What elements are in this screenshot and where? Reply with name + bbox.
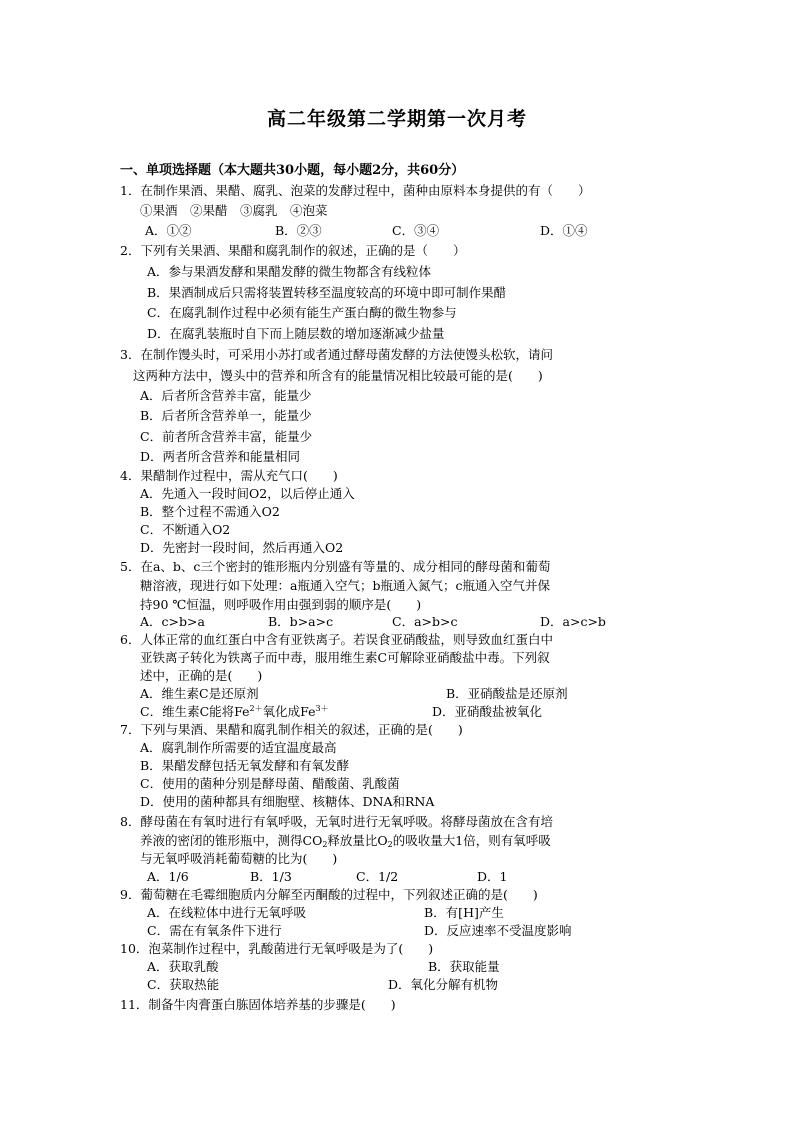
question-1-items: ①果酒 ②果醋 ③腐乳 ④泡菜 (140, 203, 328, 218)
question-4-option-a: A．先通入一段时间O2，以后停止通入 (140, 486, 355, 501)
question-8-option-b: B．1/3 (250, 869, 292, 884)
question-4-option-d: D．先密封一段时间，然后再通入O2 (140, 540, 344, 555)
question-9-stem: 9．葡萄糖在毛霉细胞质内分解至丙酮酸的过程中，下列叙述正确的是( ) (120, 887, 538, 902)
question-6-stem-line3: 述中，正确的是( ) (140, 668, 263, 683)
question-1-option-b: B．②③ (275, 223, 322, 238)
question-7-option-c: C．使用的菌种分别是酵母菌、醋酸菌、乳酸菌 (140, 776, 400, 791)
question-1-stem: 1．在制作果酒、果醋、腐乳、泡菜的发酵过程中，菌种由原料本身提供的有（ ） (120, 183, 591, 198)
question-3-option-b: B．后者所含营养单一，能量少 (140, 408, 312, 423)
question-10-option-a: A．获取乳酸 (147, 959, 219, 974)
question-9-option-b: B．有[H]产生 (424, 905, 504, 920)
question-10-option-d: D．氧化分解有机物 (388, 977, 499, 992)
question-5-stem-line3: 持90 ℃恒温，则呼吸作用由强到弱的顺序是( ) (140, 597, 422, 612)
question-11-stem: 11．制备牛肉膏蛋白胨固体培养基的步骤是( ) (120, 997, 396, 1012)
question-6-stem-line1: 6．人体正常的血红蛋白中含有亚铁离子。若误食亚硝酸盐，则导致血红蛋白中 (120, 632, 553, 647)
question-6-stem-line2: 亚铁离子转化为铁离子而中毒，服用维生素C可解除亚硝酸盐中毒。下列叙 (140, 650, 550, 665)
question-2-option-d: D．在腐乳装瓶时自下而上随层数的增加逐渐减少盐量 (147, 326, 445, 341)
question-7-option-a: A．腐乳制作所需要的适宜温度最高 (140, 740, 337, 755)
question-4-stem: 4．果醋制作过程中，需从充气口( ) (120, 468, 338, 483)
question-5-stem-line2: 糖溶液，现进行如下处理：a瓶通入空气；b瓶通入氮气；c瓶通入空气并保 (140, 578, 550, 593)
question-5-option-c: C．a>b>c (392, 614, 458, 629)
question-8-stem-line1: 8．酵母菌在有氧时进行有氧呼吸，无氧时进行无氧呼吸。将酵母菌放在含有培 (120, 814, 553, 829)
question-3-option-c: C．前者所含营养丰富，能量少 (140, 429, 313, 444)
question-6-option-b: B．亚硝酸盐是还原剂 (446, 686, 568, 701)
question-8-option-c: C．1/2 (356, 869, 399, 884)
question-2-option-b: B．果酒制成后只需将装置转移至温度较高的环境中即可制作果醋 (147, 285, 507, 300)
question-10-option-b: B．获取能量 (428, 959, 500, 974)
question-6-option-a: A．维生素C是还原剂 (140, 686, 259, 701)
exam-title: 高二年级第二学期第一次月考 (266, 108, 527, 130)
question-1-option-d: D．①④ (540, 223, 588, 238)
question-2-option-a: A．参与果酒发酵和果醋发酵的微生物都含有线粒体 (147, 264, 432, 279)
question-5-option-d: D．a>c>b (540, 614, 606, 629)
question-5-option-a: A．c>b>a (140, 614, 205, 629)
question-10-option-c: C．获取热能 (147, 977, 220, 992)
question-7-option-b: B．果醋发酵包括无氧发酵和有氧发酵 (140, 758, 350, 773)
question-10-stem: 10．泡菜制作过程中，乳酸菌进行无氧呼吸是为了( ) (120, 941, 434, 956)
question-2-stem: 2．下列有关果酒、果醋和腐乳制作的叙述，正确的是（ ） (120, 243, 466, 258)
question-5-stem-line1: 5．在a、b、c三个密封的锥形瓶内分别盛有等量的、成分相同的酵母菌和葡萄 (120, 559, 551, 574)
question-7-option-d: D．使用的菌种都具有细胞壁、核糖体、DNA和RNA (140, 794, 435, 809)
question-4-option-c: C．不断通入O2 (140, 522, 231, 537)
question-8-stem-line3: 与无氧呼吸消耗葡萄糖的比为( ) (140, 851, 338, 866)
question-3-stem-line1: 3．在制作馒头时，可采用小苏打或者通过酵母菌发酵的方法使馒头松软，请问 (120, 347, 553, 362)
question-3-stem-line2: 这两种方法中，馒头中的营养和所含有的能量情况相比较最可能的是( ) (133, 368, 543, 383)
question-3-option-a: A．后者所含营养丰富，能量少 (140, 388, 312, 403)
question-4-option-b: B．整个过程不需通入O2 (140, 504, 280, 519)
question-9-option-a: A．在线粒体中进行无氧呼吸 (147, 905, 307, 920)
question-1-option-c: C．③④ (392, 223, 440, 238)
question-6-option-c: C．维生素C能将$Fe^{2+}$氧化成$Fe^{3+}$ (140, 704, 329, 719)
question-8-stem-line2: 养液的密闭的锥形瓶中，测得$CO_2$释放量比$O_2$的吸收量大1倍，则有氧呼吸 (140, 833, 551, 849)
question-5-option-b: B．b>a>c (268, 614, 334, 629)
question-8-option-d: D．1 (477, 869, 508, 884)
question-7-stem: 7．下列与果酒、果醋和腐乳制作相关的叙述，正确的是( ) (120, 722, 463, 737)
question-2-option-c: C．在腐乳制作过程中必须有能生产蛋白酶的微生物参与 (147, 305, 457, 320)
question-9-option-c: C．需在有氧条件下进行 (147, 923, 282, 938)
question-1-option-a: A．①② (145, 223, 192, 238)
question-9-option-d: D．反应速率不受温度影响 (424, 923, 572, 938)
question-8-option-a: A．1/6 (147, 869, 189, 884)
question-6-option-d: D．亚硝酸盐被氧化 (432, 704, 543, 719)
question-3-option-d: D．两者所含营养和能量相同 (140, 449, 301, 464)
section-heading: 一、单项选择题（本大题共30小题，每小题2分，共60分） (120, 163, 465, 178)
